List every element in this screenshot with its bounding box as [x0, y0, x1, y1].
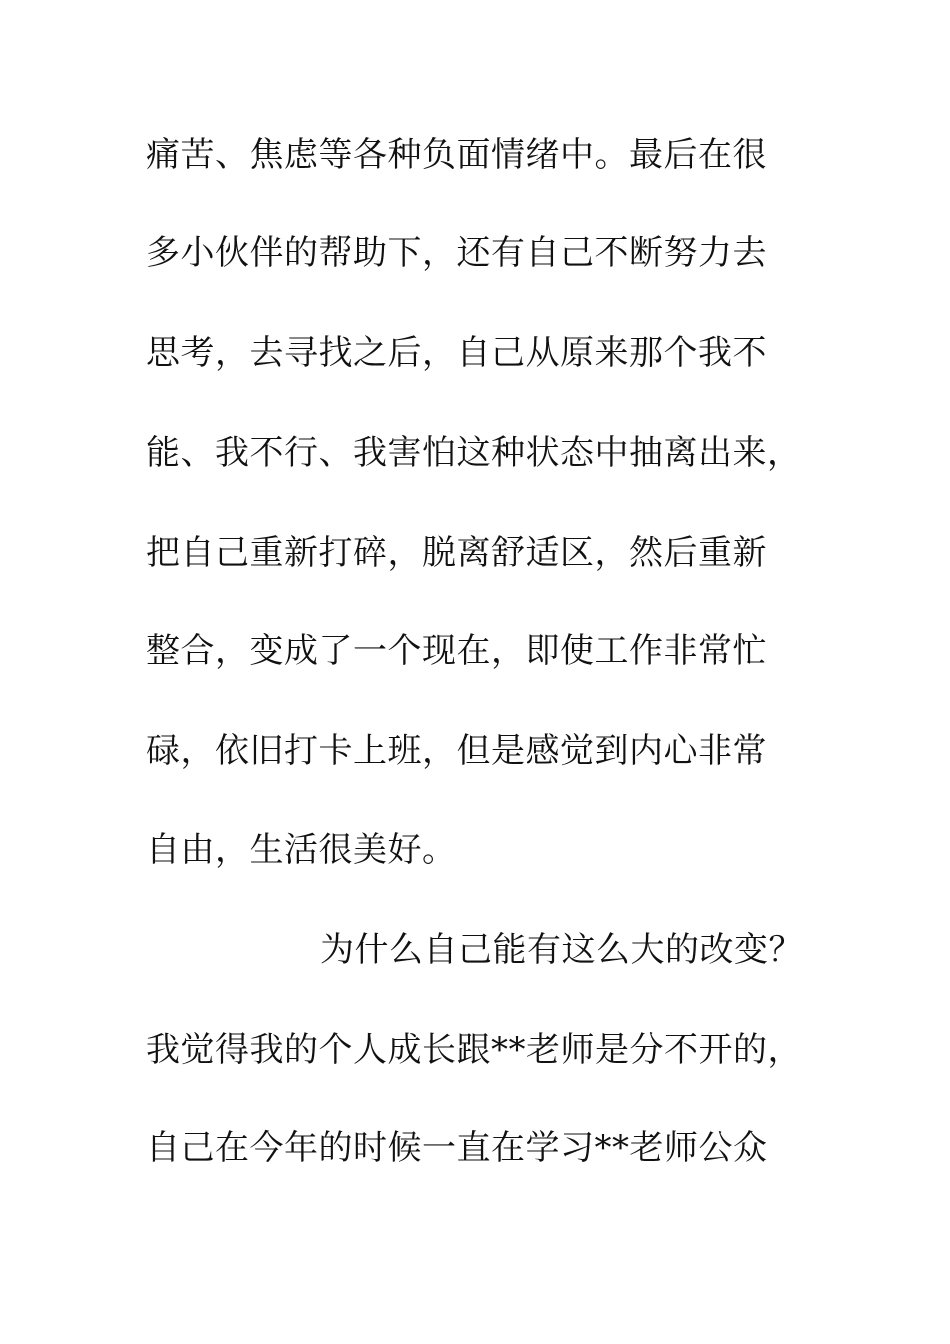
- text-line-8: 自由，生活很美好。: [146, 830, 457, 870]
- text-line-5: 把自己重新打碎，脱离舒适区，然后重新: [146, 533, 767, 573]
- text-line-10: 我觉得我的个人成长跟**老师是分不开的，: [146, 1030, 802, 1070]
- text-line-7: 碌，依旧打卡上班，但是感觉到内心非常: [146, 731, 767, 771]
- question-heading: 为什么自己能有这么大的改变？: [320, 930, 803, 970]
- text-line-6: 整合，变成了一个现在，即使工作非常忙: [146, 631, 767, 671]
- text-line-2: 多小伙伴的帮助下，还有自己不断努力去: [146, 233, 767, 273]
- text-line-3: 思考，去寻找之后，自己从原来那个我不: [146, 333, 767, 373]
- text-line-4: 能、我不行、我害怕这种状态中抽离出来，: [146, 433, 802, 473]
- text-line-11: 自己在今年的时候一直在学习**老师公众: [146, 1128, 768, 1168]
- text-line-1: 痛苦、焦虑等各种负面情绪中。最后在很: [146, 135, 767, 175]
